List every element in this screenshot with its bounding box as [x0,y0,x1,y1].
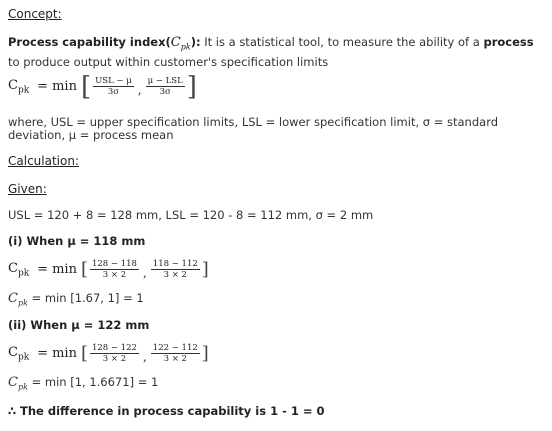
given-values: USL = 120 + 8 = 128 mm, LSL = 120 - 8 = 112 mm, σ = 2 mm [8,208,374,222]
case1-title: (i) When μ = 118 mm [8,234,146,248]
definition-bold-word: process [483,35,534,49]
case1-fraction-2: $\frac{118 - 112}{3 \times 2}$ [152,259,198,280]
case1-fraction-1: $\frac{128 - 118}{3 \times 2}$ [91,259,137,280]
left-bracket: [ [80,71,92,102]
definition-label: Process capability index( [8,35,171,49]
formula-fraction-1: $\frac{\text{USL − μ}}{3\sigma}$ [95,76,132,97]
case2-fraction-2: $\frac{122 - 112}{3 \times 2}$ [152,343,198,364]
conclusion: ∴ The difference in process capability is 1 - 1 = 0 [8,404,325,418]
concept-heading: Concept: [8,7,62,21]
definition-symbol: $C_{pk}$ [170,35,191,52]
where-text: where, USL = upper specification limits, LSL = lower specification limit, σ = standard deviation, μ = process mean [8,115,499,142]
case1-formula: $C_{pk}$ = min [ $\frac{128 - 118}{3 \times 2}$ , $\frac{118 - 112}{3 \times 2}$ ] [8,258,209,280]
formula-lhs: $C_{pk}$ [8,77,30,96]
definition-paragraph: Process capability $index(C_{pk})$: It is a statistical tool, to measure the ability of a process to produce output within customer's specification limits [8,35,534,69]
cpk-formula: $C_{pk}$ = min [ $\frac{\text{USL − μ}}{3\sigma}$ , $\frac{\text{μ − LSL}}{3\sigma}$ ] [8,71,197,102]
case2-formula: $C_{pk}$ = min [ $\frac{128 - 122}{3 \times 2}$ , $\frac{122 - 112}{3 \times 2}$ ] [8,342,209,364]
formula-fraction-2: $\frac{\text{μ − LSL}}{3\sigma}$ [147,76,183,97]
right-bracket: ] [186,71,197,102]
calculation-heading: Calculation: [8,154,79,168]
given-heading: Given: [8,182,47,196]
case2-fraction-1: $\frac{128 - 122}{3 \times 2}$ [91,343,137,364]
case1-result: $C_{pk} = \min [1.67$, 1] = 1 [8,291,144,308]
case2-title: (ii) When μ = 122 mm [8,318,150,332]
case2-result: $C_{pk} = \min [1$, 1.6671] = 1 [8,375,159,392]
definition-text: It is a statistical tool, to measure the ability of a [200,35,484,49]
